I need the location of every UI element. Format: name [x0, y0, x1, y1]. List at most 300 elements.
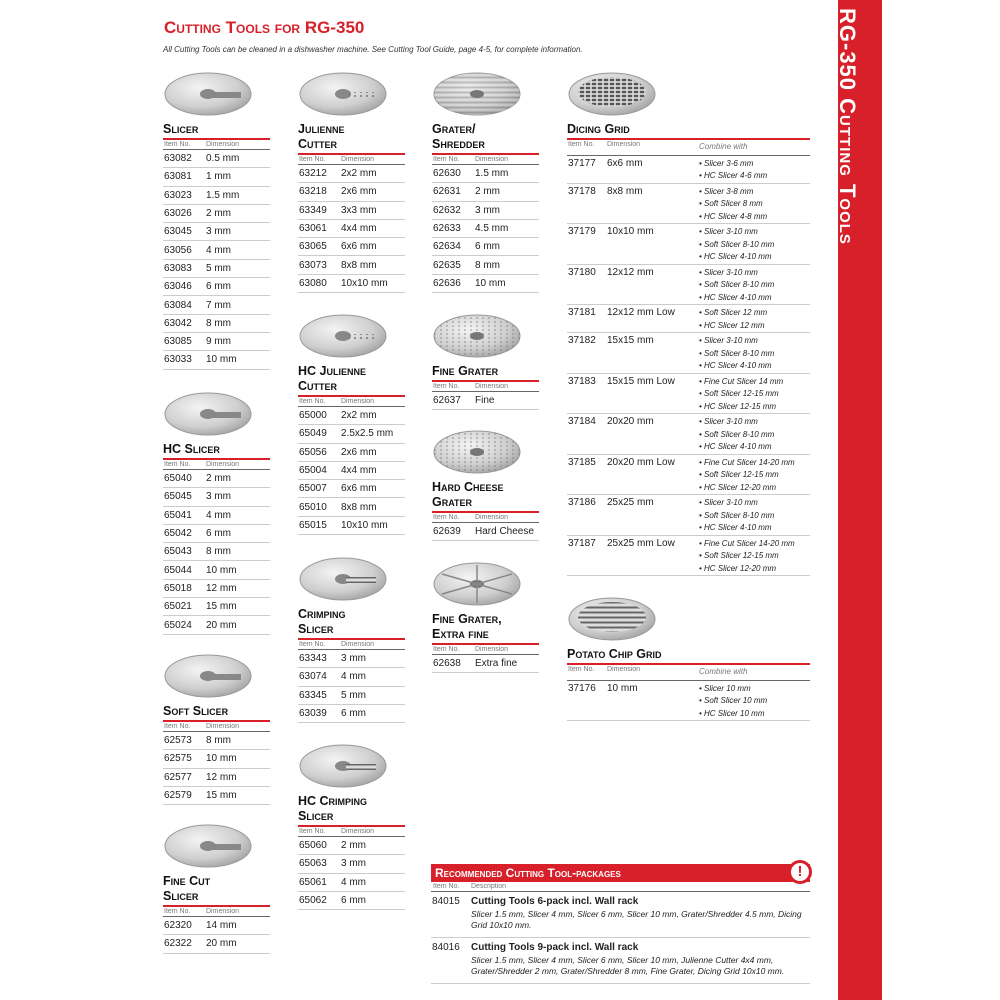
dimension: 3 mm	[475, 204, 500, 216]
item-number: 62635	[433, 259, 461, 271]
item-number: 62638	[433, 658, 461, 670]
dimension: 10 mm	[475, 277, 506, 289]
table-row	[163, 525, 270, 543]
dimension: 15 mm	[206, 790, 237, 802]
fine-cut-slicer-table	[163, 917, 270, 954]
table-row	[163, 917, 270, 935]
hc-julienne-disc-image	[298, 312, 388, 360]
packages-title: Recommended Cutting Tool-packages !	[431, 864, 810, 882]
combine-item: • Slicer 3-6 mm	[699, 158, 754, 168]
dimension: 10x10 mm	[607, 226, 654, 237]
item-number: 63085	[164, 336, 192, 348]
potato-chip-grid-image	[567, 595, 657, 643]
combine-item: • Soft Slicer 8-10 mm	[699, 510, 775, 520]
hard-cheese-table	[432, 523, 539, 541]
julienne-title: Julienne Cutter	[298, 122, 405, 155]
table-row	[298, 480, 405, 498]
packages-table	[431, 892, 810, 984]
table-row	[298, 462, 405, 480]
hc-slicer-title: HC Slicer	[163, 442, 270, 460]
item-number: 65041	[164, 509, 192, 521]
section-julienne-cutter	[298, 70, 405, 293]
table-row	[432, 238, 539, 256]
table-row	[567, 681, 810, 722]
dimension: 0.5 mm	[206, 153, 240, 165]
section-slicer	[163, 70, 270, 370]
table-row	[163, 223, 270, 241]
dimension: 6 mm	[206, 528, 231, 540]
item-number: 37187	[568, 537, 596, 549]
package-title: Cutting Tools 6-pack incl. Wall rack	[471, 896, 639, 907]
dimension: 1.5 mm	[475, 168, 509, 180]
table-row	[298, 238, 405, 256]
table-row	[163, 769, 270, 787]
item-number: 65021	[164, 601, 192, 613]
hard-cheese-title: Hard Cheese Grater	[432, 480, 539, 513]
item-number: 65061	[299, 876, 327, 888]
table-row	[567, 305, 810, 333]
combine-item: • Soft Slicer 8-10 mm	[699, 239, 775, 249]
item-number: 37183	[568, 375, 596, 387]
dimension: 3 mm	[206, 491, 231, 503]
table-row	[432, 392, 539, 410]
combine-item: • HC Slicer 12-20 mm	[699, 563, 777, 573]
table-row	[567, 265, 810, 306]
section-hc-julienne-cutter	[298, 312, 405, 535]
table-header: Item No. Dimension	[163, 460, 270, 470]
item-number: 65040	[164, 473, 192, 485]
item-number: 65004	[299, 465, 327, 477]
dimension: 15x15 mm Low	[607, 375, 675, 387]
crimping-title: Crimping Slicer	[298, 607, 405, 640]
item-number: 62579	[164, 790, 192, 802]
dimension: 15x15 mm	[607, 335, 654, 346]
combine-with	[699, 376, 810, 414]
table-row	[163, 935, 270, 953]
item-number: 63080	[299, 277, 327, 289]
section-hc-slicer	[163, 390, 270, 635]
combine-item: • HC Slicer 4-10 mm	[699, 252, 772, 261]
table-header: Item No. Dimension	[298, 640, 405, 650]
item-number: 63045	[164, 226, 192, 238]
table-row	[163, 787, 270, 805]
item-number: 62322	[164, 938, 192, 950]
item-number: 63065	[299, 241, 327, 253]
dimension: 2.5x2.5 mm	[341, 428, 394, 440]
fine-grater-disc-image	[432, 312, 522, 360]
grater-disc-image	[432, 70, 522, 118]
combine-with	[699, 307, 810, 332]
dimension: 8 mm	[475, 259, 500, 271]
combine-item: • HC Slicer 4-10 mm	[699, 361, 772, 370]
item-number: 62630	[433, 168, 461, 180]
item-number: 37185	[568, 456, 596, 468]
dimension: Fine	[475, 395, 495, 407]
item-number: 37182	[568, 335, 596, 346]
table-row	[163, 616, 270, 634]
dimension: 4.5 mm	[475, 223, 509, 235]
item-number: 63026	[164, 208, 192, 220]
table-row	[432, 655, 539, 673]
combine-item: • HC Slicer 4-10 mm	[699, 442, 772, 451]
table-row	[298, 256, 405, 274]
table-header: Item No. Dimension	[163, 907, 270, 917]
item-number: 62573	[164, 735, 192, 747]
potato-chip-grid-table	[567, 681, 810, 722]
item-number: 62634	[433, 241, 461, 253]
item-number: 37184	[568, 416, 596, 427]
dimension: 10 mm	[206, 354, 237, 366]
item-number: 65045	[164, 491, 192, 503]
table-row	[432, 183, 539, 201]
dimension: 20 mm	[206, 619, 237, 631]
dimension: 2x2 mm	[341, 168, 377, 180]
item-number: 65015	[299, 519, 327, 531]
julienne-table	[298, 165, 405, 293]
potato-chip-grid-title: Potato Chip Grid	[567, 647, 810, 665]
dimension: 4 mm	[206, 244, 231, 256]
combine-item: • Slicer 3-10 mm	[699, 267, 758, 277]
table-row	[298, 837, 405, 855]
combine-with	[699, 226, 810, 264]
dimension: 8 mm	[206, 735, 231, 747]
hc-crimping-disc-image	[298, 742, 388, 790]
combine-item: • Slicer 3-8 mm	[699, 186, 754, 196]
item-number: 62575	[164, 753, 192, 765]
table-row	[567, 495, 810, 536]
table-header: Item No. Dimension	[298, 397, 405, 407]
item-number: 65000	[299, 410, 327, 422]
table-row	[163, 732, 270, 750]
item-number: 65060	[299, 840, 327, 852]
package-item-number: 84016	[432, 942, 460, 953]
soft-slicer-disc-image	[163, 652, 253, 700]
dimension: 3 mm	[341, 653, 366, 665]
combine-item: • Soft Slicer 12-15 mm	[699, 389, 779, 398]
combine-item: • HC Slicer 10 mm	[699, 708, 765, 718]
section-fine-grater-extra	[432, 560, 539, 673]
dimension: 20 mm	[206, 938, 237, 950]
package-item-number: 84015	[432, 896, 460, 907]
page-title: Cutting Tools for RG-350	[164, 18, 365, 37]
dimension: 25x25 mm Low	[607, 537, 675, 549]
side-banner-label: RG-350 Cutting Tools	[835, 8, 860, 245]
dimension: 12 mm	[206, 582, 237, 594]
dimension: 10 mm	[206, 753, 237, 765]
table-row	[567, 224, 810, 265]
combine-item: • HC Slicer 12-20 mm	[699, 482, 777, 492]
dimension: 1 mm	[206, 171, 231, 183]
dimension: 6x6 mm	[341, 483, 377, 495]
hc-julienne-table	[298, 407, 405, 535]
crimping-disc-image	[298, 555, 388, 603]
fine-grater-title: Fine Grater	[432, 364, 539, 382]
section-fine-grater	[432, 312, 539, 410]
item-number: 65042	[164, 528, 192, 540]
combine-item: • Soft Slicer 12-15 mm	[699, 551, 779, 560]
table-row	[298, 650, 405, 668]
dimension: 4x4 mm	[341, 223, 377, 235]
fine-grater-extra-title: Fine Grater, Extra fine	[432, 612, 539, 645]
table-row	[298, 165, 405, 183]
dimension: 7 mm	[206, 299, 231, 311]
hc-julienne-title: HC Julienne Cutter	[298, 364, 405, 397]
table-row	[432, 202, 539, 220]
item-number: 63056	[164, 244, 192, 256]
item-number: 63081	[164, 171, 192, 183]
table-row	[567, 333, 810, 374]
table-row	[298, 407, 405, 425]
combine-item: • Slicer 3-10 mm	[699, 336, 758, 345]
hc-crimping-table	[298, 837, 405, 910]
fine-cut-slicer-title: Fine Cut Slicer	[163, 874, 270, 907]
hc-crimping-title: HC Crimping Slicer	[298, 794, 405, 827]
dimension: 6x6 mm	[341, 241, 377, 253]
dimension: 10x10 mm	[341, 277, 388, 289]
table-header: Item No. Dimension	[432, 645, 539, 655]
combine-with	[699, 158, 810, 183]
item-number: 65056	[299, 446, 327, 458]
dimension: 6x6 mm	[607, 157, 643, 169]
hard-cheese-disc-image	[432, 428, 522, 476]
table-row	[298, 705, 405, 723]
dimension: 10 mm	[607, 682, 638, 694]
table-header: Item No. Dimension	[432, 382, 539, 392]
table-row	[298, 425, 405, 443]
dimension: 8x8 mm	[341, 501, 377, 513]
dimension: 2x6 mm	[341, 446, 377, 458]
dimension: 20x20 mm	[607, 416, 654, 427]
dicing-grid-table	[567, 156, 810, 577]
item-number: 63033	[164, 354, 192, 366]
table-header: Item No. Dimension	[432, 513, 539, 523]
dicing-grid-image	[567, 70, 657, 118]
package-row	[431, 938, 810, 984]
item-number: 62633	[433, 223, 461, 235]
item-number: 65044	[164, 564, 192, 576]
table-header: Item No. Dimension	[298, 155, 405, 165]
combine-item: • Fine Cut Slicer 14-20 mm	[699, 538, 795, 548]
exclamation-icon: !	[788, 860, 812, 884]
item-number: 63039	[299, 708, 327, 720]
table-row	[163, 543, 270, 561]
package-description: Slicer 1.5 mm, Slicer 4 mm, Slicer 6 mm, Slicer 10 mm, Grater/Shredder 4.5 mm, Dicing Grid 10x10 mm.	[471, 909, 802, 930]
item-number: 37181	[568, 307, 596, 318]
item-number: 63345	[299, 689, 327, 701]
table-row	[163, 168, 270, 186]
dimension: 1.5 mm	[206, 189, 240, 201]
soft-slicer-table	[163, 732, 270, 805]
combine-item: • Slicer 3-10 mm	[699, 417, 758, 426]
dimension: 8 mm	[206, 317, 231, 329]
combine-with	[699, 267, 810, 305]
item-number: 37178	[568, 185, 596, 197]
table-row	[567, 184, 810, 225]
combine-with	[699, 335, 810, 373]
combine-item: • Soft Slicer 12-15 mm	[699, 470, 779, 479]
section-dicing-grid	[567, 70, 810, 576]
combine-item: • Slicer 10 mm	[699, 683, 751, 693]
package-row	[431, 892, 810, 938]
combine-item: • Soft Slicer 8-10 mm	[699, 348, 775, 358]
item-number: 63023	[164, 189, 192, 201]
dimension: 4 mm	[341, 876, 366, 888]
item-number: 63343	[299, 653, 327, 665]
item-number: 63084	[164, 299, 192, 311]
table-row	[567, 374, 810, 415]
table-row	[298, 275, 405, 293]
item-number: 65063	[299, 858, 327, 870]
combine-item: • Soft Slicer 8-10 mm	[699, 280, 775, 289]
combine-item: • Slicer 3-10 mm	[699, 227, 758, 236]
slicer-table	[163, 150, 270, 370]
dimension: 6 mm	[341, 895, 366, 907]
page-subtitle: All Cutting Tools can be cleaned in a dishwasher machine. See Cutting Tool Guide, page 4-5, for complete information.	[163, 45, 583, 54]
dimension: 20x20 mm Low	[607, 456, 675, 468]
combine-with	[699, 683, 810, 721]
table-row	[298, 892, 405, 910]
dimension: 10x10 mm	[341, 519, 388, 531]
dimension: 6 mm	[206, 281, 231, 293]
dimension: 8x8 mm	[341, 259, 377, 271]
table-row	[163, 315, 270, 333]
combine-item: • HC Slicer 12 mm	[699, 320, 765, 330]
crimping-table	[298, 650, 405, 723]
section-hc-crimping-slicer	[298, 742, 405, 910]
section-hard-cheese-grater	[432, 428, 539, 541]
dimension: 2 mm	[475, 186, 500, 198]
combine-with	[699, 186, 810, 224]
section-potato-chip-grid	[567, 595, 810, 721]
item-number: 62577	[164, 771, 192, 783]
combine-item: • Fine Cut Slicer 14 mm	[699, 376, 784, 386]
item-number: 63082	[164, 153, 192, 165]
dimension: Hard Cheese	[475, 526, 534, 538]
combine-item: • HC Slicer 4-8 mm	[699, 211, 768, 221]
table-row	[163, 561, 270, 579]
dimension: 4 mm	[206, 509, 231, 521]
dimension: 2 mm	[341, 840, 366, 852]
dimension: 5 mm	[206, 262, 231, 274]
table-row	[163, 205, 270, 223]
table-row	[163, 750, 270, 768]
table-row	[298, 687, 405, 705]
section-soft-slicer	[163, 652, 270, 805]
dicing-grid-title: Dicing Grid	[567, 122, 810, 140]
item-number: 65062	[299, 895, 327, 907]
table-row	[298, 444, 405, 462]
combine-item: • Fine Cut Slicer 14-20 mm	[699, 457, 795, 467]
grater-title: Grater/ Shredder	[432, 122, 539, 155]
item-number: 37186	[568, 497, 596, 508]
table-row	[163, 470, 270, 488]
dimension: 2x6 mm	[341, 186, 377, 198]
item-number: 37177	[568, 157, 596, 169]
combine-item: • HC Slicer 4-10 mm	[699, 523, 772, 532]
fine-grater-table	[432, 392, 539, 410]
table-row	[298, 202, 405, 220]
item-number: 62320	[164, 920, 192, 932]
item-number: 62632	[433, 204, 461, 216]
item-number: 62636	[433, 277, 461, 289]
table-header: Item No. Dimension Combine with	[567, 140, 810, 156]
table-header: Item No. Dimension	[163, 140, 270, 150]
combine-item: • Soft Slicer 12 mm	[699, 308, 768, 317]
fine-cut-slicer-disc-image	[163, 822, 253, 870]
dimension: 12x12 mm Low	[607, 307, 675, 318]
table-row	[298, 855, 405, 873]
dimension: 15 mm	[206, 601, 237, 613]
table-row	[432, 256, 539, 274]
item-number: 37179	[568, 226, 596, 237]
combine-with	[699, 497, 810, 535]
package-description: Slicer 1.5 mm, Slicer 4 mm, Slicer 6 mm, Slicer 10 mm, Julienne Cutter 4x4 mm, Grater/Shredder 2 mm, Grater/Shredder 8 mm, Fine Grater, Dicing Grid 10x10 mm.	[471, 955, 785, 976]
item-number: 63083	[164, 262, 192, 274]
item-number: 63046	[164, 281, 192, 293]
dimension: 14 mm	[206, 920, 237, 932]
item-number: 65007	[299, 483, 327, 495]
dimension: 3 mm	[341, 858, 366, 870]
dimension: 3 mm	[206, 226, 231, 238]
table-row	[567, 536, 810, 577]
slicer-title: Slicer	[163, 122, 270, 140]
table-row	[567, 414, 810, 455]
fine-grater-extra-disc-image	[432, 560, 522, 608]
dimension: 2 mm	[206, 473, 231, 485]
item-number: 63212	[299, 168, 327, 180]
table-row	[163, 333, 270, 351]
package-title: Cutting Tools 9-pack incl. Wall rack	[471, 942, 639, 953]
item-number: 65049	[299, 428, 327, 440]
item-number: 65043	[164, 546, 192, 558]
dimension: 25x25 mm	[607, 497, 654, 508]
combine-item: • Soft Slicer 10 mm	[699, 696, 768, 705]
grater-table	[432, 165, 539, 293]
table-row	[163, 278, 270, 296]
table-row	[432, 275, 539, 293]
dimension: 4x4 mm	[341, 465, 377, 477]
dimension: 3x3 mm	[341, 204, 377, 216]
item-number: 63349	[299, 204, 327, 216]
combine-with	[699, 538, 810, 576]
table-row	[163, 488, 270, 506]
table-row	[163, 241, 270, 259]
item-number: 37180	[568, 266, 596, 278]
item-number: 63073	[299, 259, 327, 271]
item-number: 62639	[433, 526, 461, 538]
item-number: 65018	[164, 582, 192, 594]
item-number: 37176	[568, 682, 596, 694]
dimension: 12x12 mm	[607, 266, 654, 278]
section-grater-shredder	[432, 70, 539, 293]
dimension: Extra fine	[475, 658, 518, 670]
table-row	[298, 668, 405, 686]
table-row	[163, 507, 270, 525]
table-row	[163, 260, 270, 278]
table-row	[163, 351, 270, 369]
item-number: 63074	[299, 671, 327, 683]
dimension: 8 mm	[206, 546, 231, 558]
table-row	[163, 187, 270, 205]
item-number: 63042	[164, 317, 192, 329]
dimension: 12 mm	[206, 771, 237, 783]
table-row	[298, 220, 405, 238]
table-row	[298, 517, 405, 535]
section-crimping-slicer	[298, 555, 405, 723]
table-row	[432, 220, 539, 238]
dimension: 2x2 mm	[341, 410, 377, 422]
combine-item: • Slicer 3-10 mm	[699, 498, 758, 507]
